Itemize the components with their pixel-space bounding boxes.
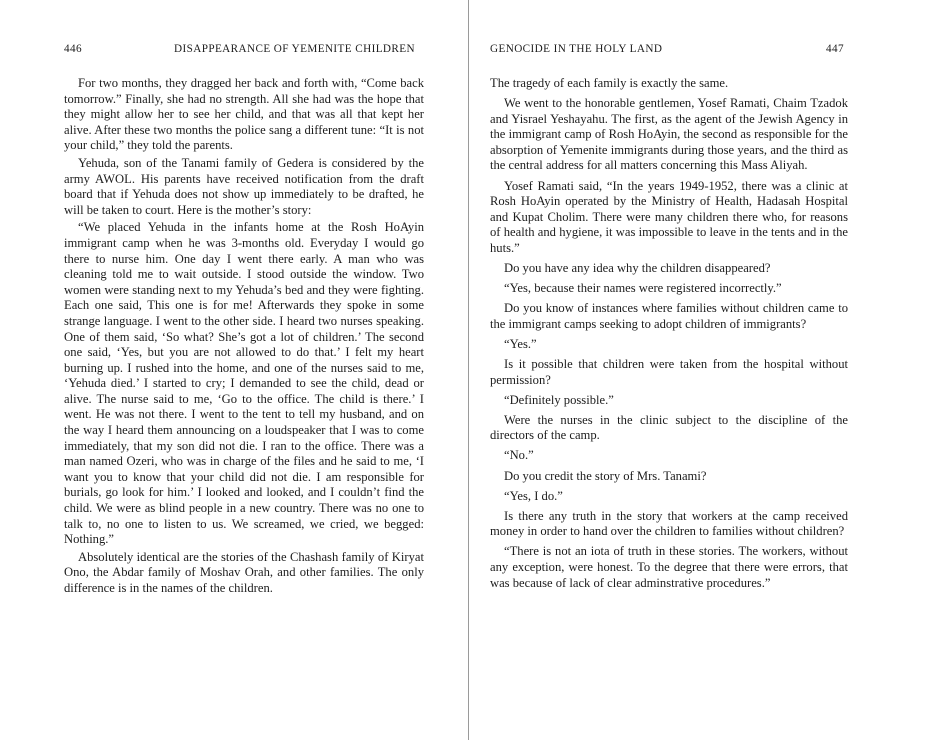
left-page-body (64, 76, 424, 599)
paragraph: Yosef Ramati said, “In the years 1949-1952, there was a clinic at Rosh HoAyin operated by the Ministry of Health, Hadasah Hospital and Kupat Cholim. There were many children there who, for reasons of health and hygiene, it was impossible to leave in the tents and in the huts.” (490, 178, 848, 255)
left-page (0, 0, 468, 740)
paragraph: Yehuda, son of the Tanami family of Gedera is considered by the army AWOL. His parents have received notification from the draft board that if Yehuda does not show up immediately to be drafted, he will be taken to court. Here is the mother’s story: (64, 155, 424, 217)
running-title: DISAPPEARANCE OF YEMENITE CHILDREN (174, 43, 415, 55)
paragraph: Is there any truth in the story that workers at the camp received money in order to hand over the children to families without children? (490, 508, 848, 539)
paragraph: “No.” (504, 448, 534, 463)
paragraph: We went to the honorable gentlemen, Yosef Ramati, Chaim Tzadok and Yisrael Yeshayahu. The first, as the agent of the Jewish Agency in the immigrant camp of Rosh HoAyin, the second as responsible for the absorption of Yemenite immigrants during those years, and the third as the central address for all matters concerning this Mass Aliyah. (490, 96, 848, 173)
page-number: 446 (64, 43, 82, 55)
paragraph: Is it possible that children were taken from the hospital without permission? (490, 357, 848, 387)
paragraph: Do you know of instances where families without children came to the immigrant camps seeking to adopt children of immigrants? (490, 301, 848, 331)
paragraph: “Yes, because their names were registered incorrectly.” (504, 281, 782, 296)
paragraph: “Yes.” (504, 336, 537, 351)
paragraph: Were the nurses in the clinic subject to the discipline of the directors of the camp. (490, 412, 848, 443)
right-page (470, 0, 937, 740)
paragraph: “There is not an iota of truth in these stories. The workers, without any exception, were honest. To the degree that there were errors, that was because of lack of clear adminstrative procedures.” (490, 544, 848, 590)
paragraph: For two months, they dragged her back and forth with, “Come back tomorrow.” Finally, she had no strength. All she had was the hope that they might allow her to see her child, and that was all that kept her alive. After these two months the police sang a different tune: “It is not your child,” they told the parents. (64, 76, 424, 153)
paragraph: Do you credit the story of Mrs. Tanami? (504, 468, 707, 483)
book-gutter (468, 0, 469, 740)
right-page-body (490, 76, 848, 596)
page-number: 447 (826, 43, 844, 55)
running-title: GENOCIDE IN THE HOLY LAND (490, 43, 663, 55)
paragraph: “We placed Yehuda in the infants home at the Rosh HoAyin immigrant camp when he was 3-months old. Everyday I would go there to nurse him. One day I went there early. A man who was cleaning told me to wait outside. I stood outside the window. Two women were standing next to my Yehuda’s bed and they were fighting. Each one said, This one is for me! Afterwards they spoke in some strange language. I went to the other side. I heard two nurses speaking. One of them said, ‘So what? She’s got a lot of children.’ The second one said, ‘Yes, but you are not allowed to do that.’ I felt my heart burning up. I rushed into the home, and one of the nurses said to me, ‘Yehuda died.’ I started to cry; I demanded to see the child, dead or alive. The nurse said to me, ‘Go to the office. The child is there.’ I went. He was not there. I went to the tent to tell my husband, and on the way I heard them announcing on a loudspeaker that I was to come immediately, that my son did not die. I ran to the office. There was a man named Ozeri, who was in charge of the files and he said to me, ‘I want you to know that your child did not die. I am responsible for burials, go look for him.’ I looked and looked, and I couldn’t find the child. We were as blind people in a new country. There was no one to talk to, no one to listen to us. We screamed, we cried, we begged: Nothing.” (64, 220, 424, 547)
paragraph: Absolutely identical are the stories of the Chashash family of Kiryat Ono, the Abdar family of Moshav Orah, and other families. The only difference is in the names of the children. (64, 549, 424, 595)
paragraph: Do you have any idea why the children disappeared? (504, 261, 771, 276)
paragraph: The tragedy of each family is exactly the same. (490, 76, 729, 90)
paragraph: “Yes, I do.” (504, 488, 563, 503)
paragraph: “Definitely possible.” (504, 392, 614, 407)
